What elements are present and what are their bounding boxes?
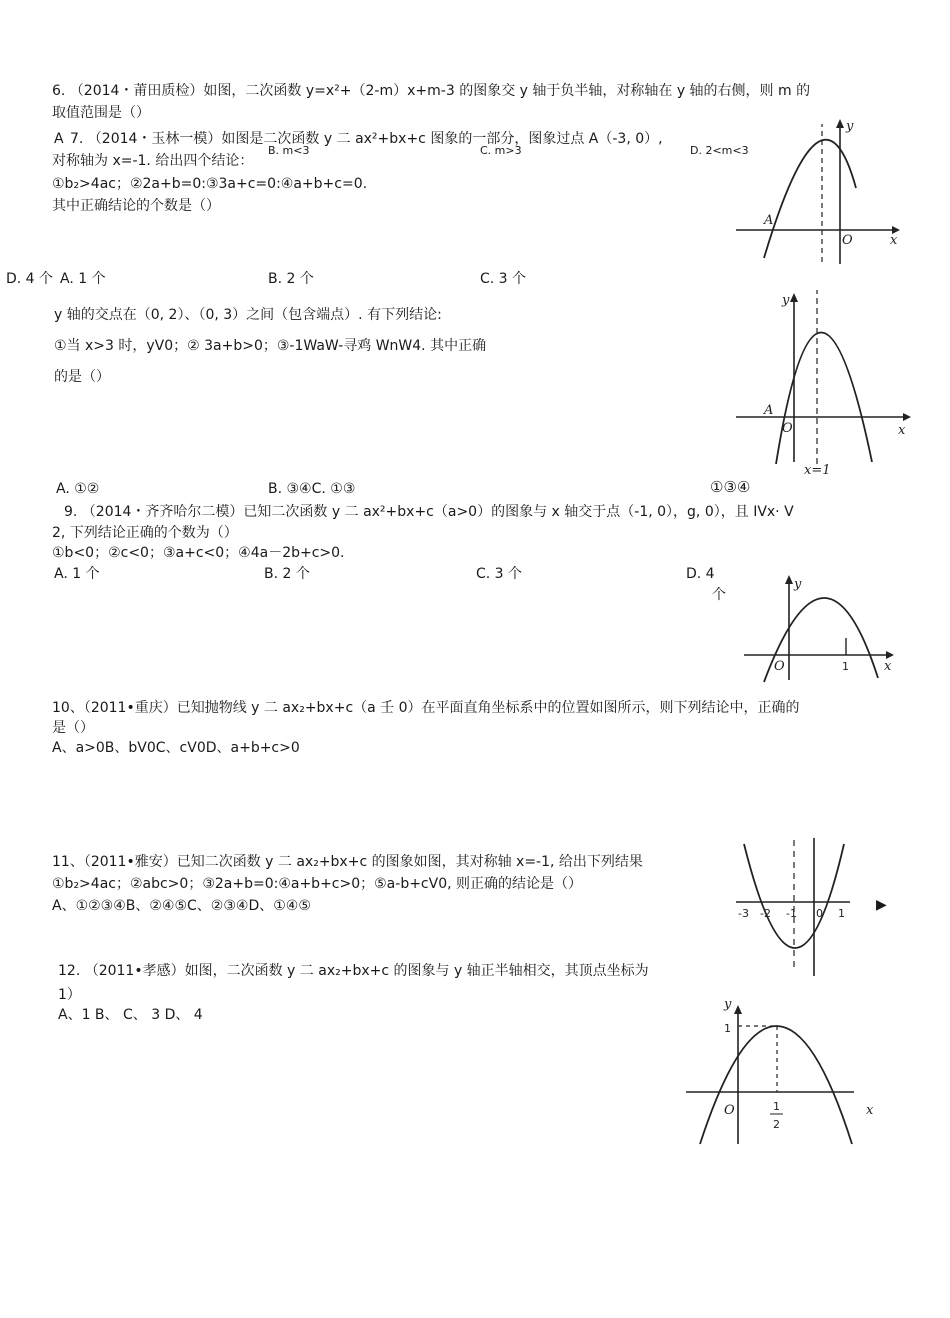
x-axis-arrow [886,651,894,659]
y-axis-arrow [734,1005,742,1014]
q8-line2: ①当 x>3 时，yV0；② 3a+b>0；③-1WaW-寻鸡 WnW4. 其中正确 [54,338,487,354]
q12-line3: A、1 B、 C、 3 D、 4 [58,1007,203,1023]
q7-parabola-figure [732,116,902,266]
point-a-label: A [764,213,774,228]
q11-line2: ①b₂>4ac；②abc>0；③2a+b=0:④a+b+c>0；⑤a-b+cV0, 则正确的结论是（） [52,876,583,892]
q6-option-c: C. m>3 [480,144,522,157]
q9-line1: 9. （2014・齐齐哈尔二模）已知二次函数 y 二 ax²+bx+c（a>0）的图象与 x 轴交于点（-1, 0），g, 0），且 IVx· V [64,504,794,520]
q7-option-c: C. 3 个 [480,271,527,287]
parabola-curve [776,332,872,464]
y-axis-arrow [785,575,793,584]
q7-line4: 其中正确结论的个数是（） [52,198,220,214]
half-denominator: 2 [773,1118,780,1131]
origin-label: O [774,659,785,674]
y-one-label: 1 [724,1022,731,1035]
q8-parabola-figure [732,286,912,478]
x-axis-arrow [903,413,911,421]
q9-line2: 2, 下列结论正确的个数为（） [52,525,238,541]
q9-parabola-figure [740,574,900,684]
origin-label: O [724,1103,735,1118]
tick-minus3: -3 [738,907,749,920]
q8-line3: 的是（） [54,369,110,385]
y-label: y [724,997,732,1012]
origin-label: O [782,421,793,436]
q11-parabola-figure [734,836,894,978]
x-label: x [866,1103,874,1118]
q8-line1: y 轴的交点在（0, 2）、（0, 3）之间（包含端点）. 有下列结论: [54,307,442,323]
q9-option-b: B. 2 个 [264,566,310,582]
q9-option-c: C. 3 个 [476,566,523,582]
q11-line3: A、①②③④B、②④⑤C、②③④D、①④⑤ [52,898,311,914]
q9-option-a: A. 1 个 [54,566,100,582]
q7-option-b: B. 2 个 [268,271,314,287]
origin-label: O [842,233,853,248]
q9-option-d-unit: 个 [712,587,726,603]
q6-line1: 6. （2014・莆田质检）如图，二次函数 y=x²+（2-m）x+m-3 的图象交 y 轴于负半轴，对称轴在 y 轴的右侧，则 m 的 [52,83,811,99]
q10-line3: A、a>0B、bV0C、cV0D、a+b+c>0 [52,740,300,756]
x-label: x [898,423,906,438]
q9-line3: ①b<0；②c<0；③a+c<0；④4a－2b+c>0. [52,545,345,561]
q7-line3: ①b₂>4ac；②2a+b=0:③3a+c=0:④a+b+c=0. [52,176,368,192]
y-axis-arrow [836,119,844,128]
q12-line1: 12. （2011•孝感）如图，二次函数 y 二 ax₂+bx+c 的图象与 y 轴正半轴相交，其顶点坐标为 [58,963,649,979]
q8-option-a: A. ①② [56,481,100,497]
one-label: 1 [842,660,849,673]
y-label: y [782,293,790,308]
q6-option-b: B. m<3 [268,144,310,157]
q6-line2: 取值范围是（） [52,105,150,121]
point-a-label: A [764,403,774,418]
play-arrow-icon: ▶ [876,897,887,913]
q10-line2: 是（） [52,720,94,736]
q8-option-bc: B. ③④C. ①③ [268,481,356,497]
tick-one: 1 [838,907,845,920]
y-label: y [846,119,854,134]
tick-minus1: -1 [786,907,797,920]
q6-option-d: D. 2<m<3 [690,144,749,157]
q12-parabola-figure [684,996,884,1146]
axis-label: x=1 [804,463,831,478]
q7-line1: 7. （2014・玉林一模）如图是二次函数 y 二 ax²+bx+c 图象的一部分，图象过点 A（-3, 0）, [70,131,663,147]
tick-zero: 0 [816,907,823,920]
half-numerator: 1 [773,1100,780,1113]
q7-line2: 对称轴为 x=-1. 给出四个结论： [52,153,254,169]
q12-line2: 1） [58,987,81,1003]
x-label: x [890,233,898,248]
tick-minus2: -2 [760,907,771,920]
q7-option-d: D. 4 个 [6,271,54,287]
q7-option-a: A. 1 个 [60,271,106,287]
q8-option-d: ①③④ [710,478,751,496]
y-axis-arrow [790,293,798,302]
q6-option-a: A [54,131,64,147]
x-label: x [884,659,892,674]
q10-line1: 10、（2011•重庆）已知抛物线 y 二 ax₂+bx+c（a 壬 0）在平面直角坐标系中的位置如图所示，则下列结论中，正确的 [52,700,800,716]
q9-option-d: D. 4 [686,566,715,582]
y-label: y [794,577,802,592]
q11-line1: 11、（2011•雅安）已知二次函数 y 二 ax₂+bx+c 的图象如图，其对称轴 x=-1, 给出下列结果 [52,854,643,870]
